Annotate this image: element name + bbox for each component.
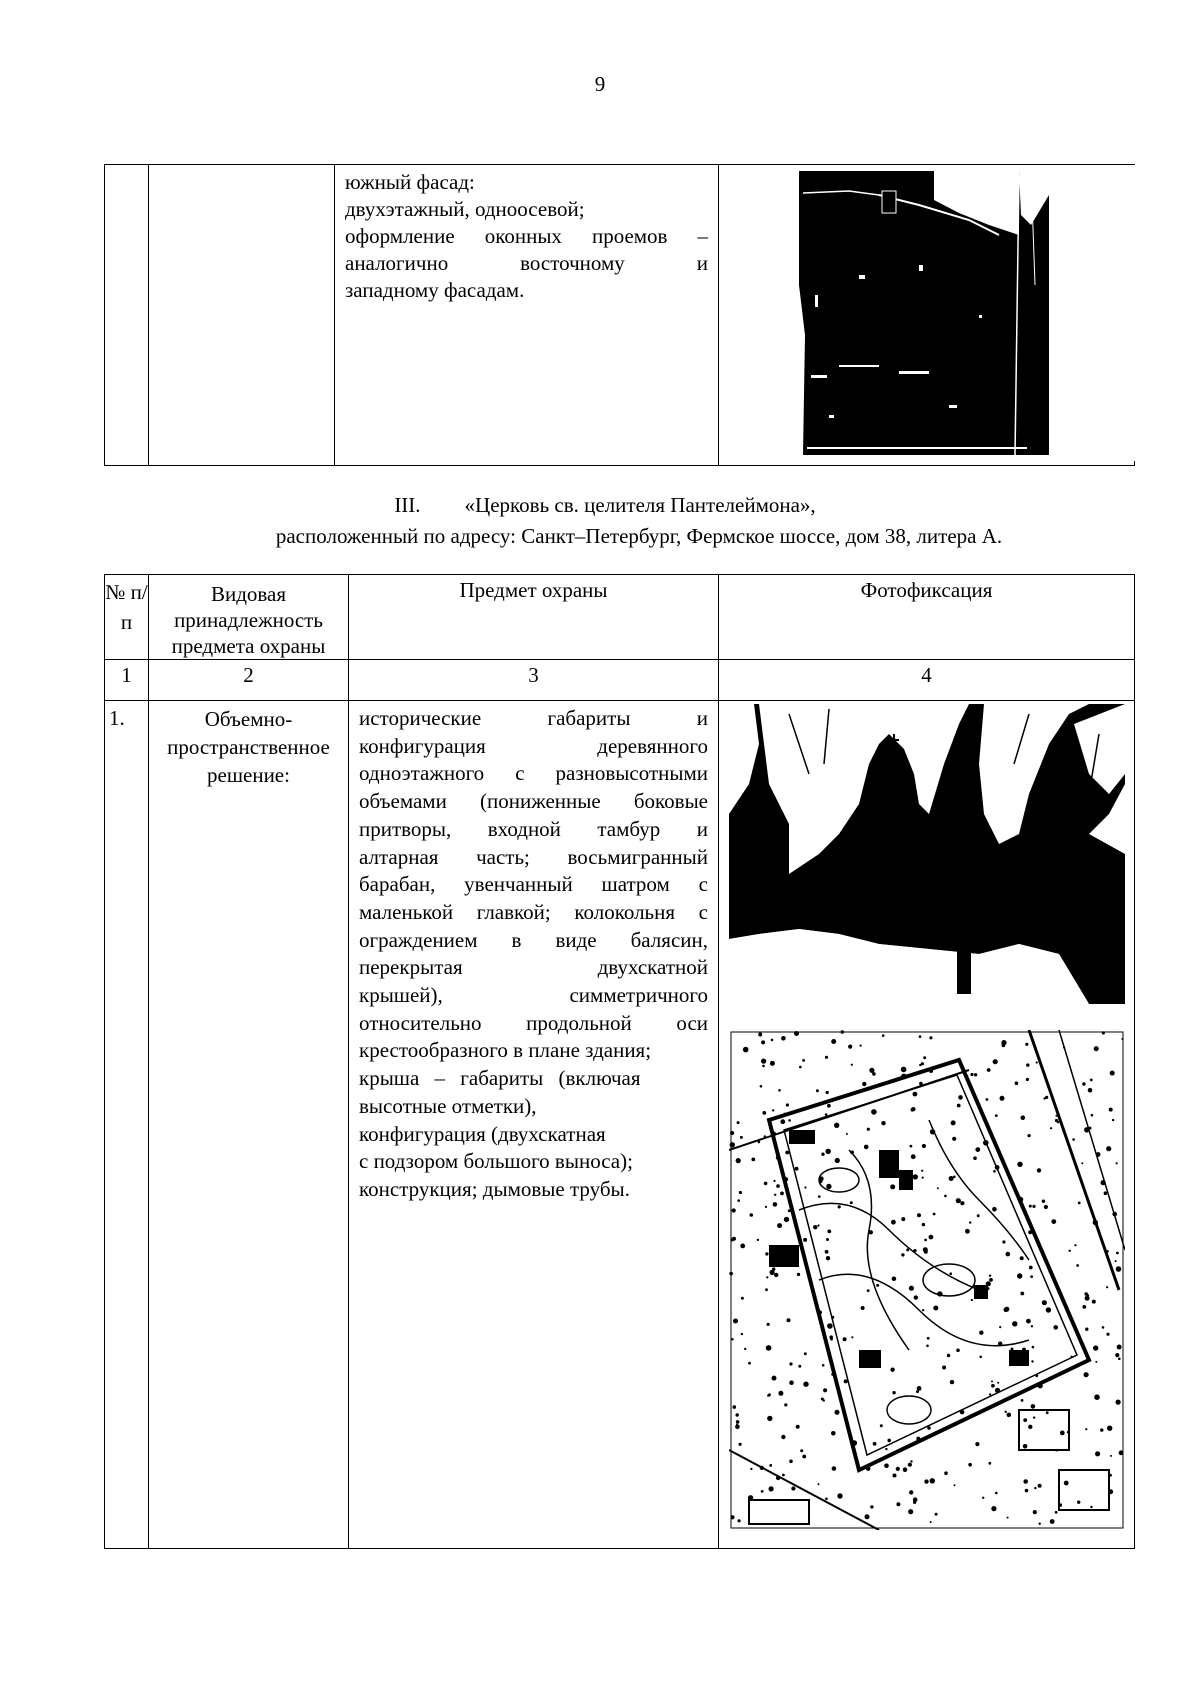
- row-type: Объемно-пространственное решение:: [149, 701, 349, 1549]
- subject-line: ограждением в виде балясин,: [359, 927, 708, 952]
- subject-line: одноэтажного с разновысотными: [359, 761, 708, 786]
- subject-line: крестообразного в плане здания;: [359, 1038, 652, 1063]
- table-row: [105, 701, 1135, 1549]
- facade-line: южный фасад:: [345, 170, 475, 194]
- row-number: 1.: [105, 701, 149, 1549]
- subject-line: относительно продольной оси: [359, 1010, 708, 1035]
- facade-photo-cell: [719, 165, 1135, 466]
- header-photo: Фотофиксация: [719, 575, 1135, 660]
- subject-line: высотные отметки),: [359, 1093, 537, 1118]
- page-number: 9: [594, 72, 606, 96]
- church-winter-photo: [729, 704, 1125, 1004]
- row-subject: [349, 701, 719, 1549]
- column-number-row: [105, 660, 1135, 701]
- column-number: 3: [349, 660, 719, 701]
- section-numeral: III.: [394, 493, 421, 517]
- column-number: 4: [719, 660, 1135, 701]
- subject-line: конфигурация (двухскатная: [359, 1121, 606, 1146]
- subject-line: притворы, входной тамбур и: [359, 816, 708, 841]
- header-number: № п/п: [105, 575, 149, 660]
- subject-line: барабан, увенчанный шатром с: [359, 872, 708, 897]
- subject-line: крыша – габариты (включая: [359, 1066, 641, 1091]
- facade-line: аналогично восточному и: [345, 251, 708, 275]
- column-number: 1: [105, 660, 149, 701]
- facade-line: двухэтажный, одноосевой;: [345, 197, 585, 221]
- subject-line: конструкция; дымовые трубы.: [359, 1176, 630, 1201]
- continuation-table: [104, 164, 1135, 466]
- subject-line: алтарная часть; восьмигранный: [359, 844, 708, 869]
- column-number: 2: [149, 660, 349, 701]
- subject-line: с подзором большого выноса);: [359, 1149, 633, 1174]
- section-title: «Церковь св. целителя Пантелеймона»,: [464, 493, 816, 517]
- subject-line: перекрытая двухскатной: [359, 955, 708, 980]
- header-subject: Предмет охраны: [349, 575, 719, 660]
- facade-line: западному фасадам.: [345, 278, 525, 302]
- subject-line: маленькой главкой; колокольня с: [359, 899, 708, 924]
- empty-number-cell: [105, 165, 149, 466]
- site-plan-map: [729, 1030, 1125, 1530]
- subject-line: крышей), симметричного: [359, 983, 708, 1008]
- section-address: расположенный по адресу: Санкт–Петербург, Фермское шоссе, дом 38, литера А.: [275, 524, 1003, 548]
- subject-line: исторические габариты и: [359, 706, 708, 730]
- subject-line: объемами (пониженные боковые: [359, 789, 708, 814]
- table-header-row: [105, 575, 1135, 660]
- subject-line: конфигурация деревянного: [359, 733, 708, 758]
- row-photos: [719, 701, 1135, 1549]
- facade-line: оформление оконных проемов –: [345, 224, 708, 248]
- table-row: [105, 165, 1135, 466]
- building-south-facade-photo: [719, 165, 1135, 461]
- empty-type-cell: [149, 165, 335, 466]
- section-heading: [0, 490, 1200, 552]
- protection-subject-table: [104, 574, 1135, 1549]
- facade-description-cell: [335, 165, 719, 466]
- header-type: Видовая принадлежность предмета охраны: [149, 575, 349, 660]
